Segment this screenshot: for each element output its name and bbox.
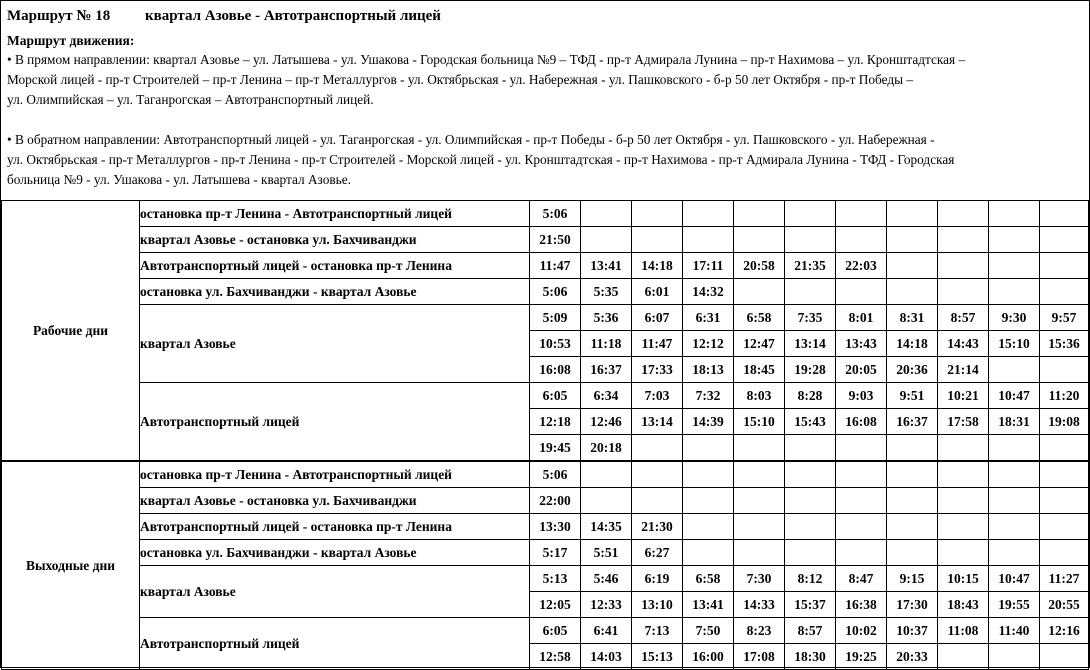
empty-cell — [683, 435, 734, 462]
departure-time: 13:43 — [836, 331, 887, 357]
departure-time: 15:37 — [785, 592, 836, 618]
departure-time: 22:03 — [836, 253, 887, 279]
departure-time: 10:53 — [530, 331, 581, 357]
empty-cell — [836, 435, 887, 462]
empty-cell — [887, 461, 938, 488]
empty-cell — [836, 540, 887, 566]
empty-cell — [887, 227, 938, 253]
departure-time: 6:58 — [734, 305, 785, 331]
departure-time: 18:31 — [989, 409, 1040, 435]
departure-time: 11:08 — [938, 618, 989, 644]
departure-time: 8:57 — [938, 305, 989, 331]
departure-time: 11:47 — [530, 253, 581, 279]
departure-time: 15:13 — [632, 644, 683, 670]
empty-cell — [1040, 514, 1089, 540]
empty-cell — [632, 201, 683, 227]
empty-cell — [989, 253, 1040, 279]
day-type-label: Рабочие дни — [2, 201, 140, 462]
departure-time: 8:28 — [785, 383, 836, 409]
empty-cell — [581, 488, 632, 514]
empty-cell — [989, 540, 1040, 566]
departure-time: 14:32 — [683, 279, 734, 305]
empty-cell — [938, 253, 989, 279]
departure-time: 20:58 — [734, 253, 785, 279]
departure-time: 8:12 — [785, 566, 836, 592]
empty-cell — [938, 514, 989, 540]
departure-time: 19:28 — [785, 357, 836, 383]
departure-time: 6:41 — [581, 618, 632, 644]
departure-time: 15:36 — [1040, 331, 1089, 357]
departure-time: 13:41 — [581, 253, 632, 279]
departure-time: 10:02 — [836, 618, 887, 644]
departure-time: 10:15 — [938, 566, 989, 592]
route-name: квартал Азовье - Автотранспортный лицей — [145, 8, 441, 24]
departure-time: 6:58 — [683, 566, 734, 592]
departure-time: 12:16 — [1040, 618, 1089, 644]
departure-time: 6:05 — [530, 618, 581, 644]
departure-time: 20:36 — [887, 357, 938, 383]
movement-label: Маршрут движения: — [7, 33, 135, 48]
departure-time: 9:57 — [1040, 305, 1089, 331]
departure-time: 12:18 — [530, 409, 581, 435]
empty-cell — [734, 279, 785, 305]
departure-time: 6:31 — [683, 305, 734, 331]
departure-time: 9:15 — [887, 566, 938, 592]
departure-time: 14:33 — [734, 592, 785, 618]
forward-line: • В прямом направлении: квартал Азовье – ул. Латышева - ул. Ушакова - Городская больница №9 – ТФД - пр-т Адмирала Лунина – пр-т Нахимова – ул. Кронштадтская – — [7, 52, 966, 67]
departure-time: 14:35 — [581, 514, 632, 540]
empty-cell — [1040, 644, 1089, 670]
departure-time: 14:18 — [632, 253, 683, 279]
schedule-row — [2, 383, 1089, 409]
empty-cell — [734, 461, 785, 488]
departure-time: 5:06 — [530, 461, 581, 488]
reverse-direction — [7, 130, 1089, 190]
empty-cell — [632, 435, 683, 462]
empty-cell — [734, 201, 785, 227]
departure-time: 8:23 — [734, 618, 785, 644]
departure-time: 13:14 — [785, 331, 836, 357]
empty-cell — [734, 514, 785, 540]
empty-cell — [581, 201, 632, 227]
departure-time: 17:33 — [632, 357, 683, 383]
departure-time: 9:30 — [989, 305, 1040, 331]
departure-time: 11:47 — [632, 331, 683, 357]
departure-time: 18:13 — [683, 357, 734, 383]
empty-cell — [989, 357, 1040, 383]
empty-cell — [683, 540, 734, 566]
departure-time: 13:41 — [683, 592, 734, 618]
departure-time: 21:14 — [938, 357, 989, 383]
empty-cell — [887, 488, 938, 514]
empty-cell — [1040, 253, 1089, 279]
empty-cell — [785, 540, 836, 566]
empty-cell — [887, 253, 938, 279]
forward-line: Морской лицей - пр-т Строителей – пр-т Ленина – пр-т Металлургов - ул. Октябрьская - ул. Набережная - ул. Пашковского - б-р 50 лет Октября - пр-т Победы – — [7, 72, 914, 87]
departure-time: 10:21 — [938, 383, 989, 409]
departure-time: 21:50 — [530, 227, 581, 253]
departure-time: 19:08 — [1040, 409, 1089, 435]
empty-cell — [632, 227, 683, 253]
departure-time: 13:30 — [530, 514, 581, 540]
departure-time: 7:35 — [785, 305, 836, 331]
departure-time: 5:51 — [581, 540, 632, 566]
departure-time: 13:10 — [632, 592, 683, 618]
empty-cell — [683, 227, 734, 253]
route-segment-name: остановка ул. Бахчиванджи - квартал Азовье — [140, 279, 530, 305]
empty-cell — [785, 435, 836, 462]
departure-time: 6:27 — [632, 540, 683, 566]
day-type-label: Выходные дни — [2, 461, 140, 670]
route-segment-name: Автотранспортный лицей — [140, 618, 530, 670]
departure-time: 11:27 — [1040, 566, 1089, 592]
departure-time: 7:50 — [683, 618, 734, 644]
empty-cell — [836, 488, 887, 514]
empty-cell — [938, 488, 989, 514]
departure-time: 17:08 — [734, 644, 785, 670]
empty-cell — [989, 279, 1040, 305]
reverse-line: больница №9 - ул. Ушакова - ул. Латышева - квартал Азовье. — [7, 172, 351, 187]
schedule-row — [2, 566, 1089, 592]
empty-cell — [1040, 279, 1089, 305]
route-segment-name: квартал Азовье — [140, 305, 530, 383]
empty-cell — [734, 488, 785, 514]
schedule-row — [2, 488, 1089, 514]
departure-time: 5:17 — [530, 540, 581, 566]
route-header — [1, 1, 1089, 190]
empty-cell — [938, 461, 989, 488]
departure-time: 8:31 — [887, 305, 938, 331]
empty-cell — [785, 279, 836, 305]
empty-cell — [1040, 357, 1089, 383]
forward-direction — [7, 50, 1089, 110]
departure-time: 16:38 — [836, 592, 887, 618]
departure-time: 7:13 — [632, 618, 683, 644]
departure-time: 5:13 — [530, 566, 581, 592]
schedule-row — [2, 227, 1089, 253]
departure-time: 11:18 — [581, 331, 632, 357]
empty-cell — [683, 461, 734, 488]
reverse-line: ул. Октябрьская - пр-т Металлургов - пр-т Ленина - пр-т Строителей - Морской лицей - ул. Кронштадтская - пр-т Нахимова - пр-т Адмирала Лунина - ТФД - Городская — [7, 152, 955, 167]
empty-cell — [683, 514, 734, 540]
departure-time: 14:43 — [938, 331, 989, 357]
departure-time: 16:00 — [683, 644, 734, 670]
empty-cell — [989, 435, 1040, 462]
schedule-row — [2, 514, 1089, 540]
departure-time: 12:47 — [734, 331, 785, 357]
departure-time: 20:33 — [887, 644, 938, 670]
empty-cell — [887, 201, 938, 227]
empty-cell — [836, 514, 887, 540]
empty-cell — [785, 514, 836, 540]
route-segment-name: остановка пр-т Ленина - Автотранспортный лицей — [140, 201, 530, 227]
schedule-row — [2, 201, 1089, 227]
departure-time: 19:55 — [989, 592, 1040, 618]
empty-cell — [887, 279, 938, 305]
departure-time: 11:40 — [989, 618, 1040, 644]
empty-cell — [836, 279, 887, 305]
departure-time: 22:00 — [530, 488, 581, 514]
route-segment-name: остановка пр-т Ленина - Автотранспортный лицей — [140, 461, 530, 488]
departure-time: 18:43 — [938, 592, 989, 618]
schedule-table — [1, 200, 1089, 670]
empty-cell — [989, 461, 1040, 488]
empty-cell — [734, 435, 785, 462]
departure-time: 16:08 — [530, 357, 581, 383]
empty-cell — [1040, 201, 1089, 227]
departure-time: 21:30 — [632, 514, 683, 540]
departure-time: 12:12 — [683, 331, 734, 357]
empty-cell — [785, 201, 836, 227]
empty-cell — [938, 435, 989, 462]
departure-time: 10:47 — [989, 383, 1040, 409]
departure-time: 10:37 — [887, 618, 938, 644]
route-segment-name: Автотранспортный лицей - остановка пр-т Ленина — [140, 514, 530, 540]
route-segment-name: квартал Азовье — [140, 566, 530, 618]
empty-cell — [989, 514, 1040, 540]
empty-cell — [836, 461, 887, 488]
empty-cell — [1040, 227, 1089, 253]
empty-cell — [1040, 540, 1089, 566]
departure-time: 5:35 — [581, 279, 632, 305]
empty-cell — [683, 201, 734, 227]
departure-time: 8:01 — [836, 305, 887, 331]
departure-time: 14:18 — [887, 331, 938, 357]
departure-time: 10:47 — [989, 566, 1040, 592]
empty-cell — [683, 488, 734, 514]
departure-time: 6:01 — [632, 279, 683, 305]
empty-cell — [785, 461, 836, 488]
departure-time: 15:10 — [734, 409, 785, 435]
empty-cell — [734, 540, 785, 566]
route-segment-name: квартал Азовье - остановка ул. Бахчиванджи — [140, 227, 530, 253]
departure-time: 16:37 — [581, 357, 632, 383]
schedule-row — [2, 540, 1089, 566]
empty-cell — [785, 227, 836, 253]
reverse-line: • В обратном направлении: Автотранспортный лицей - ул. Таганрогская - ул. Олимпийская - пр-т Победы - б-р 50 лет Октября - ул. Пашковского - ул. Набережная - — [7, 132, 935, 147]
route-segment-name: Автотранспортный лицей - остановка пр-т Ленина — [140, 253, 530, 279]
departure-time: 6:34 — [581, 383, 632, 409]
departure-time: 8:03 — [734, 383, 785, 409]
departure-time: 14:39 — [683, 409, 734, 435]
departure-time: 5:46 — [581, 566, 632, 592]
empty-cell — [836, 227, 887, 253]
departure-time: 8:47 — [836, 566, 887, 592]
departure-time: 14:03 — [581, 644, 632, 670]
empty-cell — [581, 227, 632, 253]
empty-cell — [989, 644, 1040, 670]
departure-time: 9:03 — [836, 383, 887, 409]
empty-cell — [887, 540, 938, 566]
departure-time: 18:45 — [734, 357, 785, 383]
departure-time: 19:45 — [530, 435, 581, 462]
departure-time: 5:09 — [530, 305, 581, 331]
route-segment-name: квартал Азовье - остановка ул. Бахчиванджи — [140, 488, 530, 514]
schedule-row — [2, 253, 1089, 279]
schedule-row — [2, 279, 1089, 305]
departure-time: 17:11 — [683, 253, 734, 279]
schedule-row — [2, 461, 1089, 488]
departure-time: 12:46 — [581, 409, 632, 435]
route-number: Маршрут № 18 — [7, 8, 111, 24]
empty-cell — [989, 201, 1040, 227]
departure-time: 7:30 — [734, 566, 785, 592]
departure-time: 5:06 — [530, 201, 581, 227]
departure-time: 8:57 — [785, 618, 836, 644]
schedule-row — [2, 618, 1089, 644]
departure-time: 16:37 — [887, 409, 938, 435]
empty-cell — [734, 227, 785, 253]
empty-cell — [887, 514, 938, 540]
empty-cell — [938, 227, 989, 253]
empty-cell — [938, 644, 989, 670]
empty-cell — [989, 227, 1040, 253]
departure-time: 5:36 — [581, 305, 632, 331]
departure-time: 18:30 — [785, 644, 836, 670]
empty-cell — [1040, 488, 1089, 514]
route-segment-name: остановка ул. Бахчиванджи - квартал Азовье — [140, 540, 530, 566]
departure-time: 12:58 — [530, 644, 581, 670]
departure-time: 11:20 — [1040, 383, 1089, 409]
empty-cell — [632, 488, 683, 514]
departure-time: 21:35 — [785, 253, 836, 279]
departure-time: 12:33 — [581, 592, 632, 618]
departure-time: 15:43 — [785, 409, 836, 435]
schedule-row — [2, 305, 1089, 331]
empty-cell — [785, 488, 836, 514]
departure-time: 16:08 — [836, 409, 887, 435]
empty-cell — [632, 461, 683, 488]
departure-time: 12:05 — [530, 592, 581, 618]
departure-time: 7:03 — [632, 383, 683, 409]
departure-time: 6:19 — [632, 566, 683, 592]
departure-time: 20:05 — [836, 357, 887, 383]
departure-time: 17:30 — [887, 592, 938, 618]
empty-cell — [887, 435, 938, 462]
route-segment-name: Автотранспортный лицей — [140, 383, 530, 462]
empty-cell — [836, 201, 887, 227]
departure-time: 20:18 — [581, 435, 632, 462]
empty-cell — [1040, 435, 1089, 462]
forward-line: ул. Олимпийская – ул. Таганрогская – Автотранспортный лицей. — [7, 92, 374, 107]
departure-time: 19:25 — [836, 644, 887, 670]
departure-time: 15:10 — [989, 331, 1040, 357]
departure-time: 20:55 — [1040, 592, 1089, 618]
departure-time: 5:06 — [530, 279, 581, 305]
empty-cell — [989, 488, 1040, 514]
empty-cell — [1040, 461, 1089, 488]
empty-cell — [938, 201, 989, 227]
departure-time: 7:32 — [683, 383, 734, 409]
departure-time: 6:07 — [632, 305, 683, 331]
departure-time: 13:14 — [632, 409, 683, 435]
departure-time: 17:58 — [938, 409, 989, 435]
empty-cell — [938, 279, 989, 305]
empty-cell — [938, 540, 989, 566]
departure-time: 9:51 — [887, 383, 938, 409]
route-title — [7, 5, 1089, 27]
empty-cell — [581, 461, 632, 488]
departure-time: 6:05 — [530, 383, 581, 409]
